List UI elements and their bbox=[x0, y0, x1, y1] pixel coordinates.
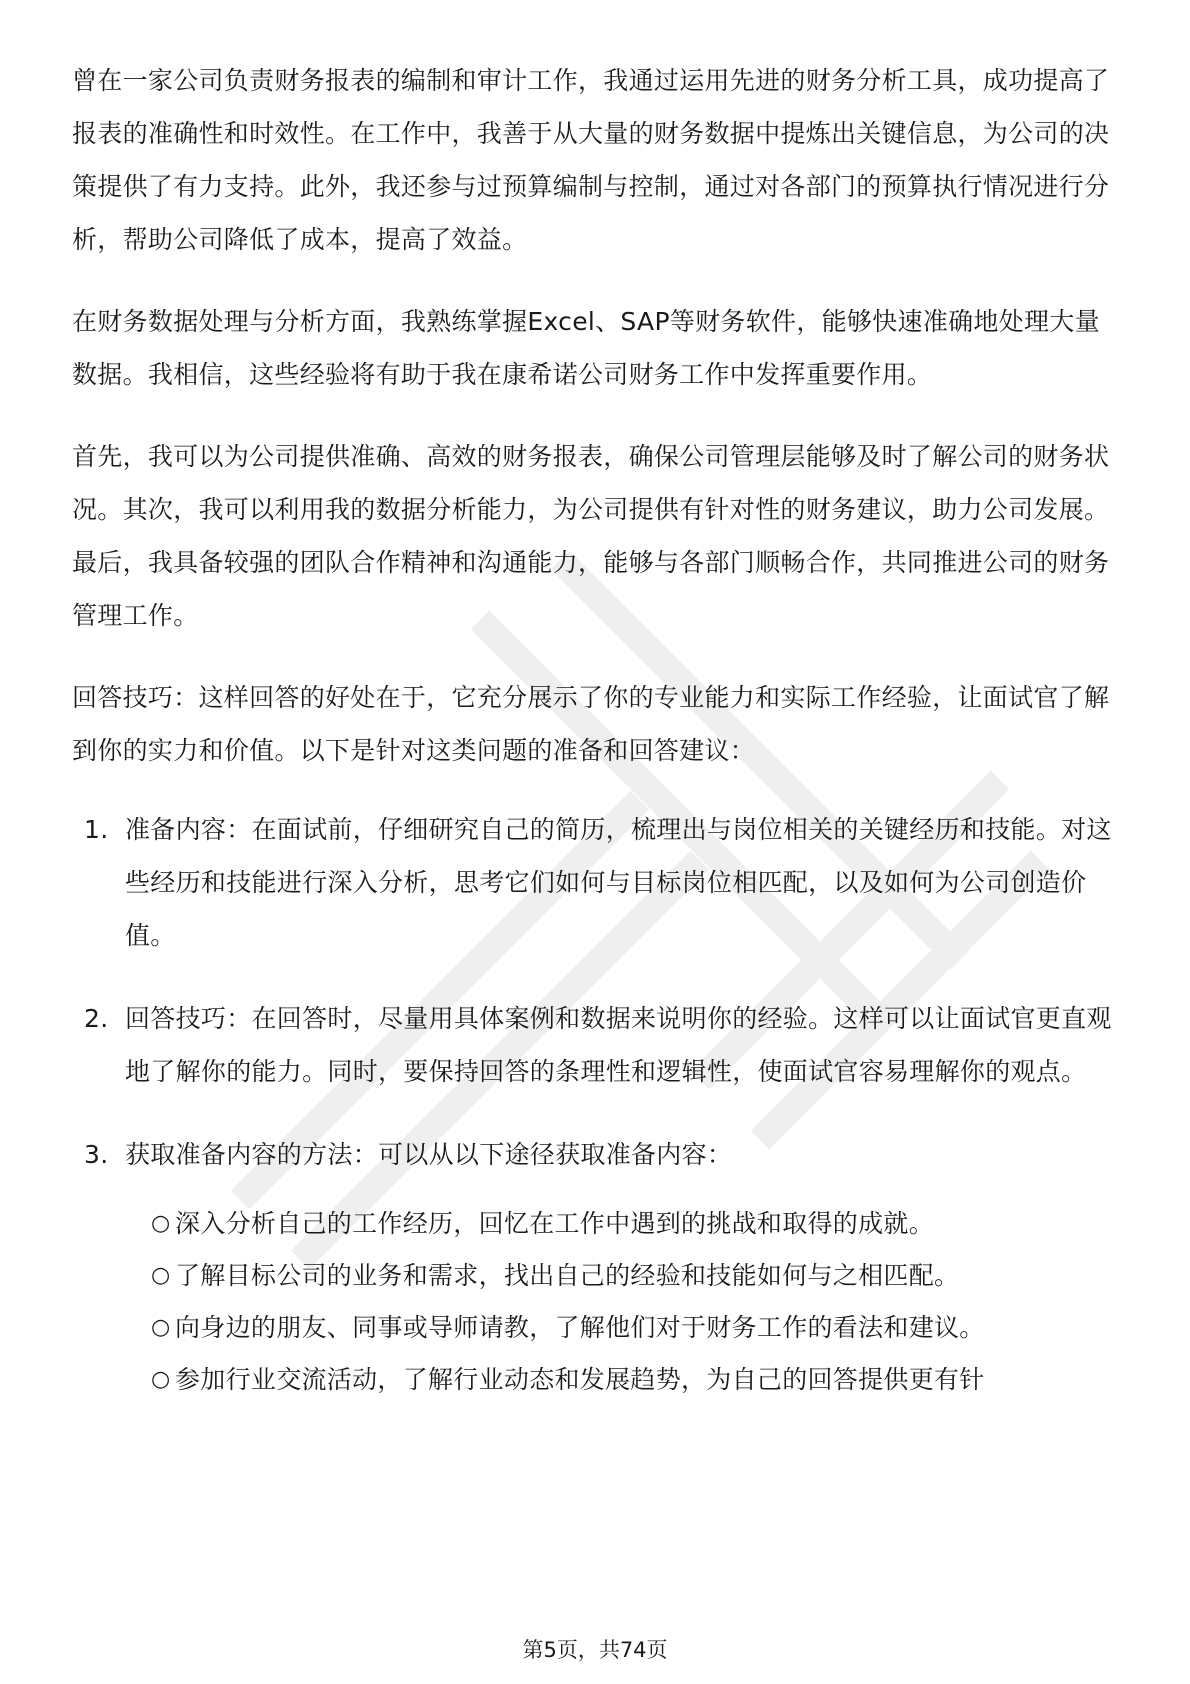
bullet-icon: ○ bbox=[151, 1315, 171, 1340]
list-item bbox=[125, 1302, 1122, 1354]
list-item-text: 参加行业交流活动，了解行业动态和发展趋势，为自己的回答提供更有针 bbox=[175, 1365, 985, 1394]
list-item-text: 回答技巧：在回答时，尽量用具体案例和数据来说明你的经验。这样可以让面试官更直观地了解你的能力。同时，要保持回答的条理性和逻辑性，使面试官容易理解你的观点。 bbox=[125, 1004, 1112, 1086]
paragraph-experience: 曾在一家公司负责财务报表的编制和审计工作，我通过运用先进的财务分析工具，成功提高了报表的准确性和时效性。在工作中，我善于从大量的财务数据中提炼出关键信息，为公司的决策提供了有力支持。此外，我还参与过预算编制与控制，通过对各部门的预算执行情况进行分析，帮助公司降低了成本，提高了效益。 bbox=[72, 66, 1110, 254]
list-item bbox=[125, 1198, 1122, 1250]
list-item bbox=[125, 1354, 1122, 1406]
list-number: 1. bbox=[84, 815, 109, 844]
list-item-text: 准备内容：在面试前，仔细研究自己的简历，梳理出与岗位相关的关键经历和技能。对这些经历和技能进行深入分析，思考它们如何与目标岗位相匹配，以及如何为公司创造价值。 bbox=[125, 815, 1112, 950]
paragraph-contribution: 首先，我可以为公司提供准确、高效的财务报表，确保公司管理层能够及时了解公司的财务状况。其次，我可以利用我的数据分析能力，为公司提供有针对性的财务建议，助力公司发展。最后，我具备较强的团队合作精神和沟通能力，能够与各部门顺畅合作，共同推进公司的财务管理工作。 bbox=[72, 442, 1110, 630]
bullet-icon: ○ bbox=[151, 1211, 171, 1236]
numbered-list bbox=[72, 803, 1122, 1406]
document-body bbox=[72, 54, 1122, 1406]
list-item-text: 向身边的朋友、同事或导师请教，了解他们对于财务工作的看法和建议。 bbox=[175, 1313, 985, 1342]
bullet-icon: ○ bbox=[151, 1263, 171, 1288]
list-item-text: 获取准备内容的方法：可以从以下途径获取准备内容： bbox=[125, 1140, 733, 1169]
list-item bbox=[125, 1250, 1122, 1302]
list-item bbox=[72, 803, 1122, 962]
list-item-text: 深入分析自己的工作经历，回忆在工作中遇到的挑战和取得的成就。 bbox=[175, 1209, 935, 1238]
bullet-icon: ○ bbox=[151, 1367, 171, 1392]
list-number: 2. bbox=[84, 1004, 109, 1033]
paragraph-answer-tips: 回答技巧：这样回答的好处在于，它充分展示了你的专业能力和实际工作经验，让面试官了解到你的实力和价值。以下是针对这类问题的准备和回答建议： bbox=[72, 683, 1110, 765]
list-item-text: 了解目标公司的业务和需求，找出自己的经验和技能如何与之相匹配。 bbox=[175, 1261, 960, 1290]
list-item bbox=[72, 992, 1122, 1098]
list-number: 3. bbox=[84, 1140, 109, 1169]
list-item bbox=[72, 1128, 1122, 1406]
paragraph-software-skills: 在财务数据处理与分析方面，我熟练掌握Excel、SAP等财务软件，能够快速准确地处理大量数据。我相信，这些经验将有助于我在康希诺公司财务工作中发挥重要作用。 bbox=[72, 307, 1100, 389]
bullet-list bbox=[125, 1198, 1122, 1406]
page-number: 第5页，共74页 bbox=[522, 1638, 668, 1662]
